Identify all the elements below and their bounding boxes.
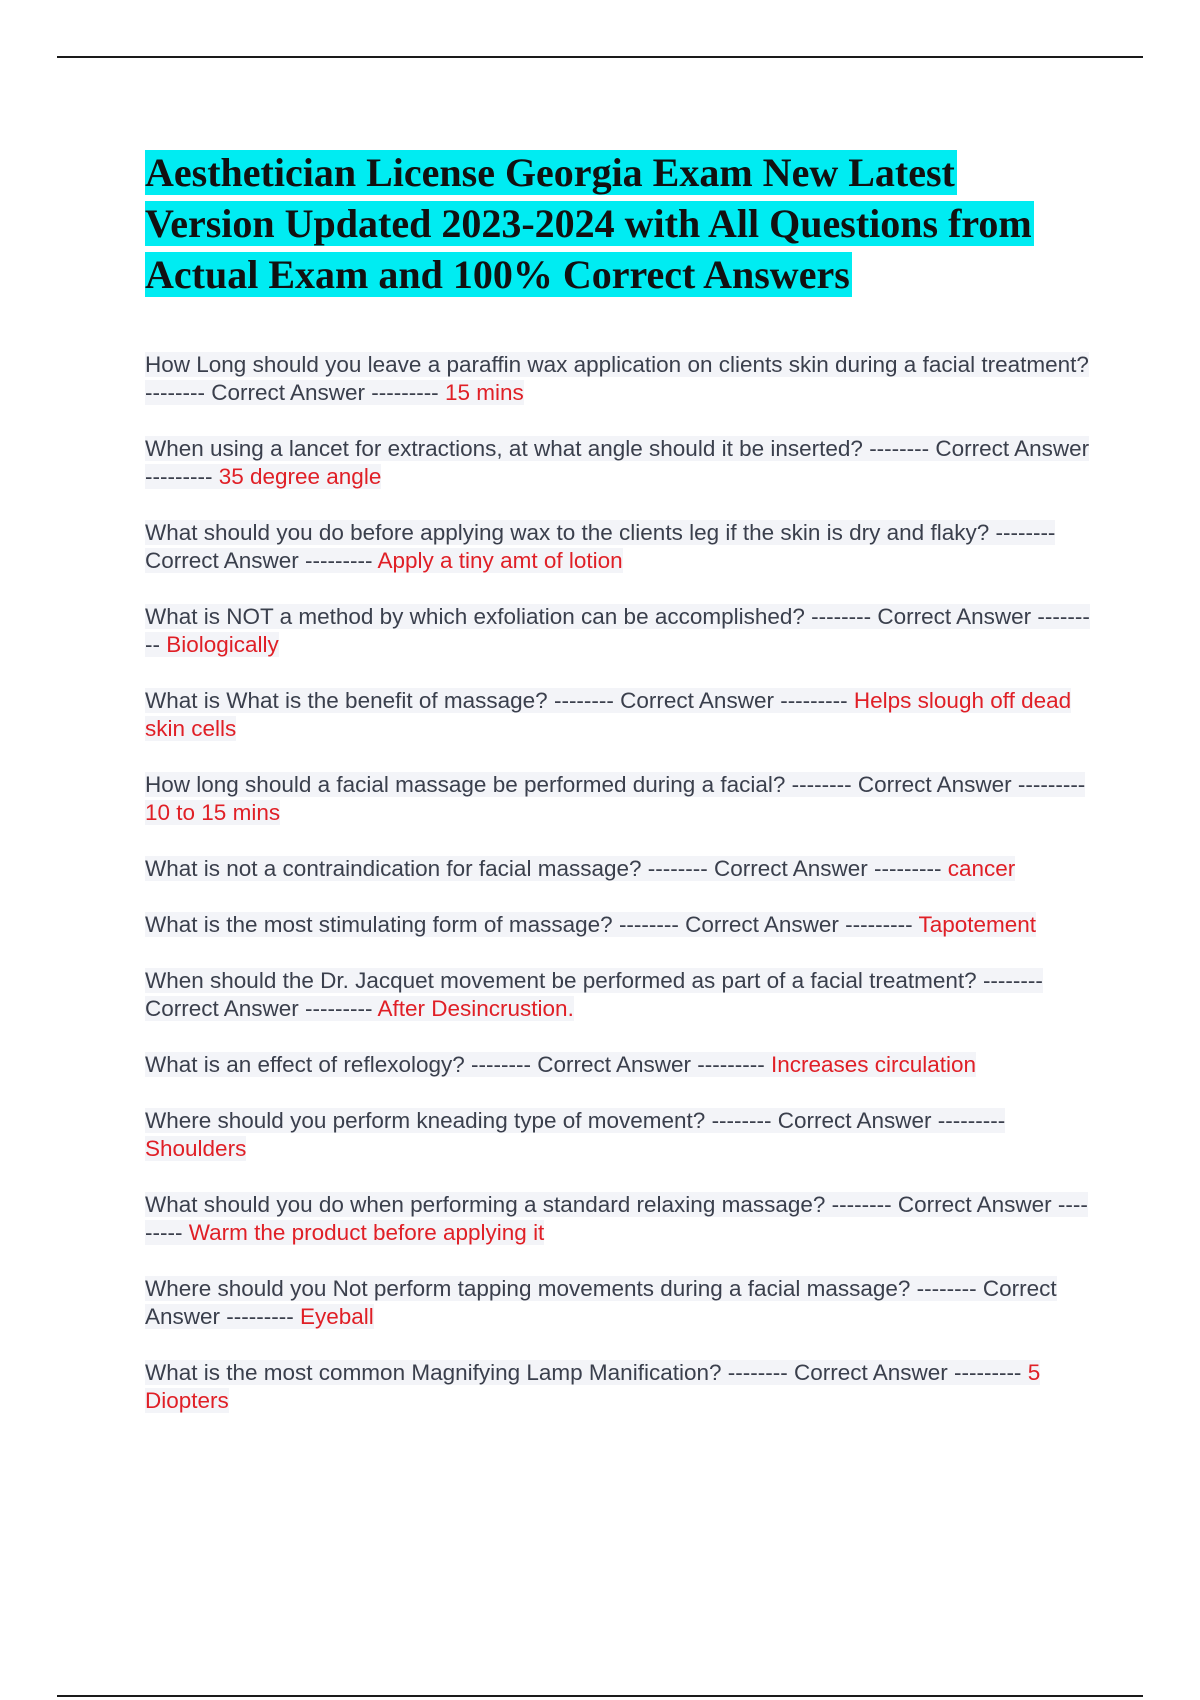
answer-separator: -------- Correct Answer --------- [145,1276,1057,1329]
question-text: How Long should you leave a paraffin wax application on clients skin during a facial treatment? [145,352,1089,377]
qa-item [145,1191,1090,1247]
answer-text: Eyeball [299,1304,374,1329]
answer-separator: -------- Correct Answer --------- [464,1052,771,1077]
answer-text: 15 mins [444,380,524,405]
question-text: What is the most stimulating form of massage? [145,912,613,937]
qa-item [145,687,1090,743]
answer-separator: -------- Correct Answer --------- [547,688,854,713]
document-body [145,147,1090,1443]
question-text: Where should you Not perform tapping movements during a facial massage? [145,1276,911,1301]
answer-separator: -------- Correct Answer --------- [785,772,1086,797]
question-text: What is What is the benefit of massage? [145,688,548,713]
answer-text: Biologically [166,632,279,657]
question-text: What should you do when performing a standard relaxing massage? [145,1192,826,1217]
qa-item [145,771,1090,827]
answer-separator: -------- Correct Answer --------- [705,1108,1006,1133]
question-text: When should the Dr. Jacquet movement be performed as part of a facial treatment? [145,968,977,993]
answer-separator: -------- Correct Answer --------- [145,520,1056,573]
answer-text: cancer [947,856,1016,881]
qa-item [145,435,1090,491]
qa-list [145,351,1090,1415]
answer-separator: -------- Correct Answer --------- [145,1192,1088,1245]
answer-separator: -------- Correct Answer --------- [641,856,948,881]
question-text: What is NOT a method by which exfoliation can be accomplished? [145,604,805,629]
question-text: How long should a facial massage be performed during a facial? [145,772,786,797]
qa-item [145,1051,1090,1079]
qa-item [145,603,1090,659]
answer-separator: -------- Correct Answer --------- [145,968,1043,1021]
answer-text: 10 to 15 mins [145,800,281,825]
question-text: When using a lancet for extractions, at what angle should it be inserted? [145,436,863,461]
question-text: What should you do before applying wax to the clients leg if the skin is dry and flaky? [145,520,990,545]
document-title [145,147,1090,300]
footer-rule [57,1695,1143,1697]
title-highlight: Aesthetician License Georgia Exam New Latest Version Updated 2023-2024 with All Questions from Actual Exam and 100% Correct Answers [145,150,1032,297]
answer-separator: -------- Correct Answer --------- [612,912,919,937]
question-text: Where should you perform kneading type of movement? [145,1108,706,1133]
answer-separator: -------- Correct Answer --------- [145,604,1090,657]
qa-item [145,911,1090,939]
answer-text: Increases circulation [770,1052,977,1077]
answer-text: 5 Diopters [145,1360,1041,1413]
qa-item [145,1275,1090,1331]
answer-text: After Desincrustion. [377,996,574,1021]
header-rule [57,56,1143,58]
qa-item [145,519,1090,575]
answer-text: Warm the product before applying it [188,1220,545,1245]
answer-text: Helps slough off dead skin cells [145,688,1072,741]
answer-text: 35 degree angle [218,464,382,489]
question-text: What is the most common Magnifying Lamp Manification? [145,1360,722,1385]
qa-item [145,1359,1090,1415]
answer-separator: -------- Correct Answer --------- [145,436,1090,489]
question-text: What is not a contraindication for facial massage? [145,856,642,881]
answer-text: Tapotement [918,912,1037,937]
qa-item [145,855,1090,883]
answer-separator: -------- Correct Answer --------- [721,1360,1028,1385]
question-text: What is an effect of reflexology? [145,1052,465,1077]
answer-separator: -------- Correct Answer --------- [145,380,445,405]
answer-text: Apply a tiny amt of lotion [377,548,623,573]
qa-item [145,1107,1090,1163]
qa-item [145,967,1090,1023]
qa-item [145,351,1090,407]
answer-text: Shoulders [145,1136,247,1161]
